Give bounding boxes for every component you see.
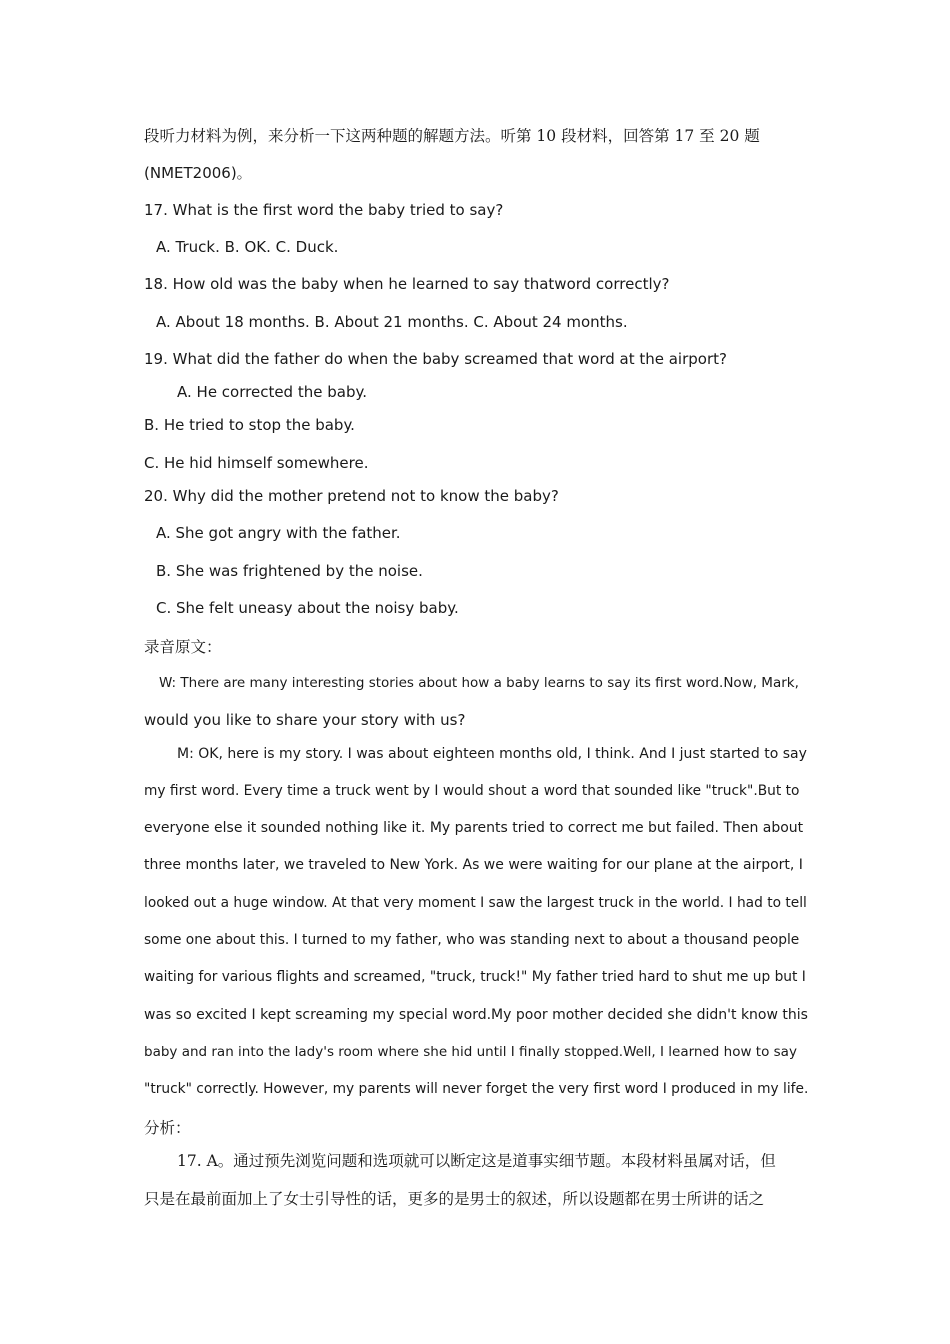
question-19: 19. What did the father do when the baby screamed that word at the airport? bbox=[144, 350, 727, 368]
transcript-line: some one about this. I turned to my father, who was standing next to about a thousand people bbox=[144, 932, 800, 948]
intro-text-line: (NMET2006)。 bbox=[144, 164, 252, 182]
transcript-line: would you like to share your story with us? bbox=[144, 711, 466, 729]
question-17: 17. What is the first word the baby tried to say? bbox=[144, 201, 504, 219]
transcript-line: was so excited I kept screaming my special word.My poor mother decided she didn't know this bbox=[144, 1007, 808, 1023]
question-18: 18. How old was the baby when he learned to say thatword correctly? bbox=[144, 275, 670, 293]
question-18-options: A. About 18 months. B. About 21 months. C. About 24 months. bbox=[156, 313, 628, 331]
analysis-heading: 分析： bbox=[144, 1119, 191, 1137]
question-20-option-a: A. She got angry with the father. bbox=[156, 524, 401, 542]
question-17-options: A. Truck. B. OK. C. Duck. bbox=[156, 238, 339, 256]
analysis-line: 只是在最前面加上了女士引导性的话，更多的是男士的叙述，所以设题都在男士所讲的话之 bbox=[144, 1190, 765, 1208]
transcript-line: baby and ran into the lady's room where she hid until I finally stopped.Well, I learned how to say bbox=[144, 1044, 797, 1060]
question-19-option-c: C. He hid himself somewhere. bbox=[144, 454, 369, 472]
question-20-option-b: B. She was frightened by the noise. bbox=[156, 562, 423, 580]
question-19-option-a: A. He corrected the baby. bbox=[177, 383, 367, 401]
transcript-line: looked out a huge window. At that very moment I saw the largest truck in the world. I had to tell bbox=[144, 895, 807, 911]
question-20: 20. Why did the mother pretend not to know the baby? bbox=[144, 487, 559, 505]
transcript-line: W: There are many interesting stories about how a baby learns to say its first word.Now, Mark, bbox=[159, 675, 799, 691]
transcript-line: "truck" correctly. However, my parents will never forget the very first word I produced in my life. bbox=[144, 1081, 809, 1097]
question-20-option-c: C. She felt uneasy about the noisy baby. bbox=[156, 599, 459, 617]
intro-text-line: 段听力材料为例，来分析一下这两种题的解题方法。听第 10 段材料，回答第 17 至 20 题 bbox=[144, 127, 760, 145]
analysis-line: 17. A。通过预先浏览问题和选项就可以断定这是道事实细节题。本段材料虽属对话，但 bbox=[177, 1152, 776, 1170]
transcript-line: everyone else it sounded nothing like it. My parents tried to correct me but failed. Then about bbox=[144, 820, 804, 836]
question-19-option-b: B. He tried to stop the baby. bbox=[144, 416, 355, 434]
transcript-line: three months later, we traveled to New York. As we were waiting for our plane at the airport, I bbox=[144, 857, 803, 873]
transcript-heading: 录音原文： bbox=[144, 638, 222, 656]
transcript-line: waiting for various flights and screamed, "truck, truck!" My father tried hard to shut me up but I bbox=[144, 969, 806, 985]
transcript-line: my first word. Every time a truck went by I would shout a word that sounded like "truck".But to bbox=[144, 783, 800, 799]
transcript-line: M: OK, here is my story. I was about eighteen months old, I think. And I just started to say bbox=[177, 746, 807, 762]
